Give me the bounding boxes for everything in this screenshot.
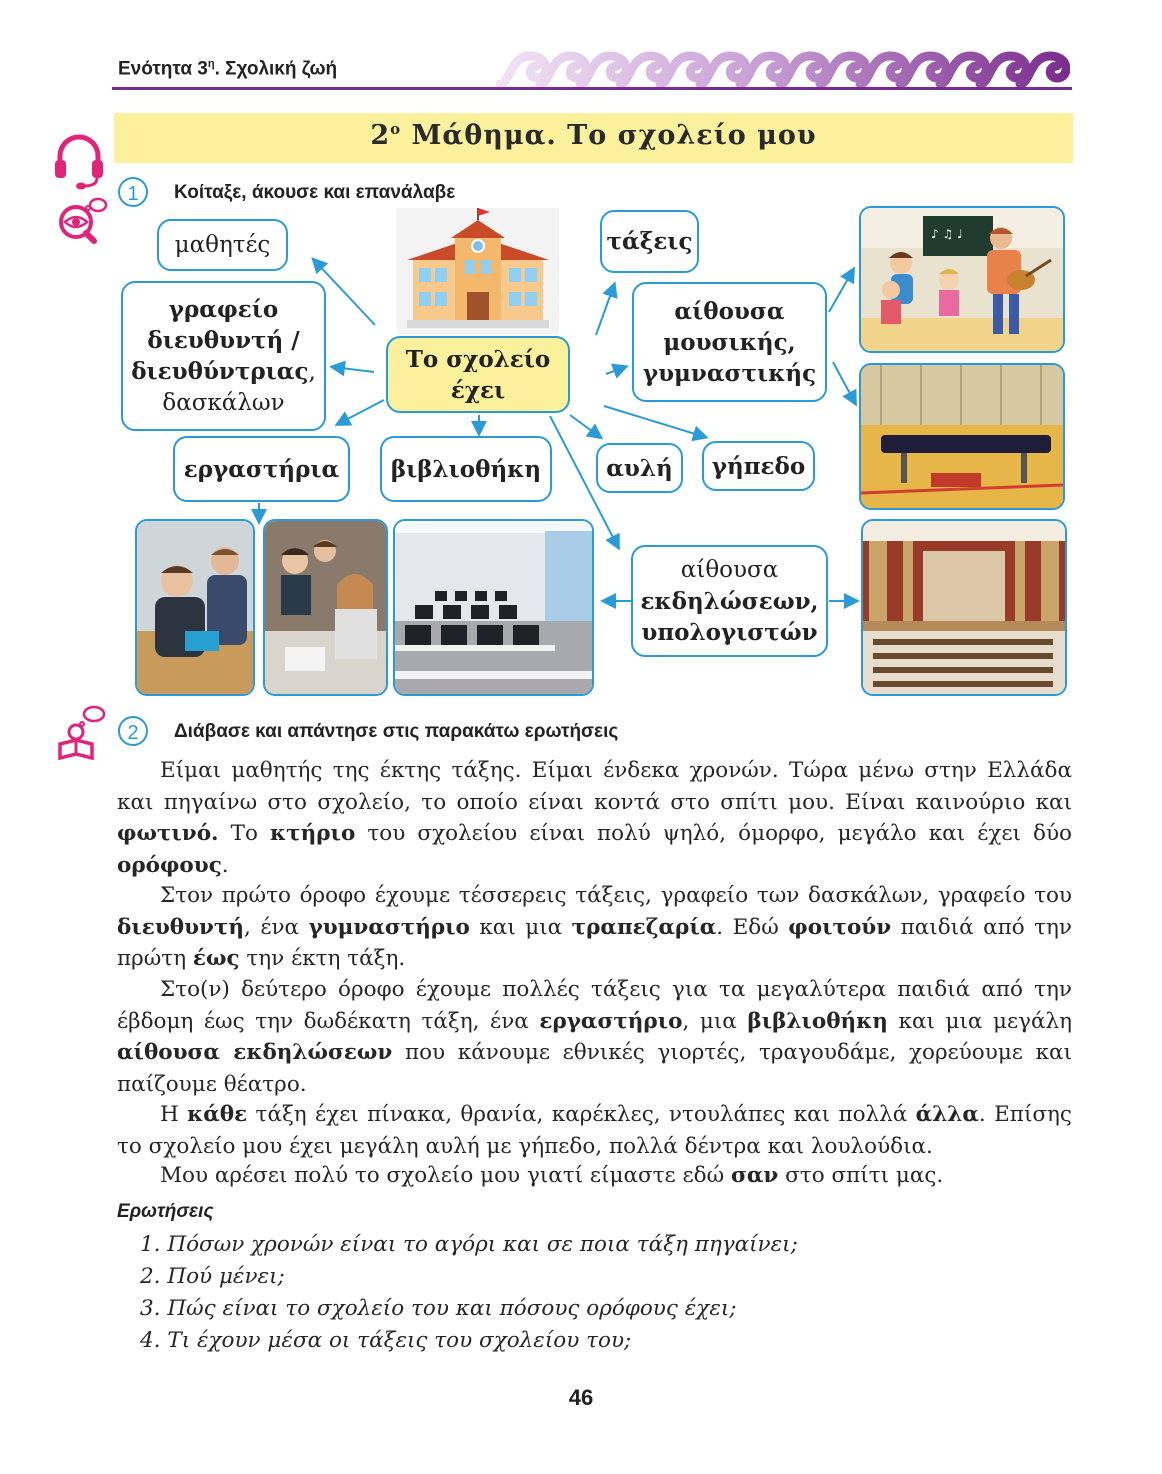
bold-word: γυμναστήριο (308, 914, 470, 940)
text-run: Η (160, 1102, 188, 1127)
text-run: του σχολείου είναι πολύ ψηλό, όμορφο, μεγάλο και έχει δύο (355, 821, 1073, 846)
bold-word: αίθουσα εκδηλώσεων (117, 1040, 393, 1065)
bold-word: ορόφους (117, 852, 222, 878)
bold-word: σαν (730, 1163, 779, 1188)
text-run: Στο(ν) δεύτερο όροφο έχουμε πολλές τάξεις για τα μεγαλύτερα παιδιά από την έβδομη έως την δωδέκατη τάξη, ένα (117, 977, 1072, 1034)
text-run: . Επίσης το σχολείο μου έχει μεγάλη αυλή με γήπεδο, πολλά δέντρα και λουλούδια. (117, 1102, 1072, 1159)
reading-paragraph-5 (117, 1160, 1072, 1192)
bold-word: φοιτούν (788, 914, 892, 940)
music-class-photo (859, 206, 1065, 353)
reading-paragraph-4 (117, 1099, 1072, 1162)
lesson-title: $2^o$ Μάθημα. Το σχολείο μου (370, 120, 817, 151)
text-run: και μια μεγάλη (887, 1008, 1072, 1034)
text-run: παιδιά από την πρώτη (117, 914, 1072, 971)
bold-word: φωτινό. (117, 821, 219, 846)
workshop-photo-2 (263, 519, 388, 696)
bold-word: τραπεζαρία (571, 914, 717, 940)
text-run: . (221, 852, 229, 878)
text-run: . Εδώ (716, 914, 789, 940)
text-run: και μια (469, 914, 572, 940)
reading-paragraph-3 (117, 974, 1072, 1100)
bold-word: άλλα (915, 1102, 979, 1127)
classes-box: τάξεις (600, 210, 699, 273)
question-1: 1. Πόσων χρονών είναι το αγόρι και σε ποια τάξη πηγαίνει; (140, 1232, 798, 1257)
questions-title: Ερωτήσεις (117, 1201, 214, 1222)
bold-word: έως (192, 946, 240, 971)
text-run: , μια (682, 1008, 748, 1034)
text-run: , ένα (244, 914, 309, 940)
exercise-2-number: 2 (118, 716, 148, 746)
exercise-2-instruction: Διάβασε και απάντησε στις παρακάτω ερωτήσεις (174, 721, 619, 742)
music-gym-box: αίθουσα μουσικής, γυμναστικής (632, 282, 827, 402)
text-run: Στον πρώτο όροφο έχουμε τέσσερεις τάξεις, γραφείο των δασκάλων, γραφείο του (160, 883, 1072, 908)
library-box: βιβλιοθήκη (380, 436, 552, 502)
bold-word: εργαστήριο (539, 1008, 683, 1034)
unit-title: Ενότητα $3^\eta$. Σχολική ζωή (118, 58, 338, 80)
question-3: 3. Πώς είναι το σχολείο του και πόσους ορόφους έχει; (140, 1296, 737, 1321)
school-has-center-box: Το σχολείο έχει (386, 336, 570, 413)
yard-box: αυλή (596, 443, 683, 493)
labs-box: εργαστήρια (173, 436, 350, 502)
reading-child-icon (58, 704, 108, 760)
text-run: τάξη έχει πίνακα, θρανία, καρέκλες, ντουλάπες και πολλά (247, 1102, 916, 1127)
text-run: Είμαι μαθητής της έκτης τάξης. Είμαι ένδεκα χρονών. Τώρα μένω στην Ελλάδα και πηγαίνω στο σχολείο, το οποίο είναι κοντά στο σπίτι μου. Είναι καινούριο και (117, 758, 1072, 815)
students-box: μαθητές (157, 219, 288, 271)
office-box: γραφείο διευθυντή / διευθύντριας, δασκάλων (121, 281, 326, 431)
bold-word: κτήριο (270, 821, 356, 846)
text-run: στο σπίτι μας. (778, 1163, 944, 1188)
events-computers-box: αίθουσα εκδηλώσεων, υπολογιστών (631, 545, 828, 657)
reading-paragraph-1 (117, 755, 1072, 881)
gym-photo (859, 363, 1065, 510)
reading-paragraph-2 (117, 880, 1072, 975)
exercise-1-number: 1 (118, 177, 148, 207)
svg-text:♪ ♫ ♩: ♪ ♫ ♩ (931, 227, 963, 241)
bold-word: βιβλιοθήκη (747, 1008, 888, 1034)
text-run: που κάνουμε εθνικές γιορτές, τραγουδάμε, χορεύουμε και παίζουμε θέατρο. (117, 1040, 1072, 1097)
exercise-1-instruction: Κοίταξε, άκουσε και επανάλαβε (174, 182, 456, 203)
computer-room-photo (393, 519, 594, 696)
text-run: την έκτη τάξη. (239, 946, 406, 971)
bold-word: κάθε (187, 1102, 248, 1127)
text-run: Μου αρέσει πολύ το σχολείο μου γιατί είμαστε εδώ (160, 1163, 731, 1188)
text-run: Το (218, 821, 271, 846)
events-hall-photo (861, 519, 1067, 696)
bold-word: διευθυντή (117, 914, 245, 940)
workshop-photo-1 (135, 519, 255, 696)
question-4: 4. Τι έχουν μέσα οι τάξεις του σχολείου του; (140, 1328, 632, 1353)
question-2: 2. Πού μένει; (140, 1264, 285, 1289)
page-number: 46 (568, 1385, 594, 1410)
field-box: γήπεδο (702, 441, 815, 491)
